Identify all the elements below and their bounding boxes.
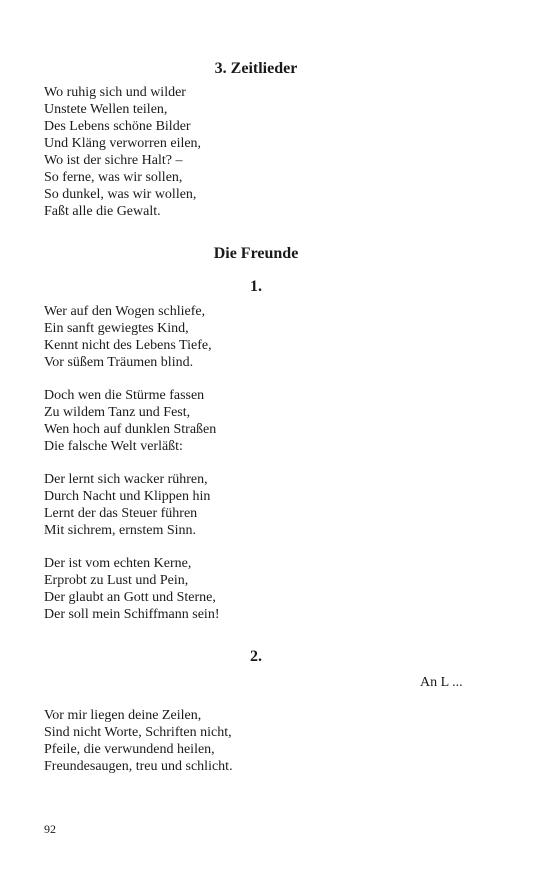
verse-line: Wo ruhig sich und wilder — [44, 85, 186, 100]
verse-line: Wen hoch auf dunklen Straßen — [44, 422, 217, 437]
verse-line: Und Kläng verworren eilen, — [44, 136, 202, 151]
stanza-freunde-1-1 — [44, 303, 212, 371]
stanza-freunde-1-4 — [44, 555, 220, 623]
poem-title-die-freunde: Die Freunde — [213, 245, 299, 262]
verse-line: Lernt der das Steuer führen — [44, 506, 198, 521]
verse-line: Ein sanft gewiegtes Kind, — [44, 321, 189, 336]
stanza-zeitlieder-1 — [44, 84, 201, 220]
verse-line: Doch wen die Stürme fassen — [44, 388, 205, 403]
verse-line: Freundesaugen, treu und schlicht. — [44, 759, 233, 774]
verse-line: Kennt nicht des Lebens Tiefe, — [44, 338, 212, 353]
verse-line: Der lernt sich wacker rühren, — [44, 472, 208, 487]
verse-line: Mit sichrem, ernstem Sinn. — [44, 523, 197, 538]
verse-line: Wo ist der sichre Halt? – — [44, 153, 183, 168]
verse-line: Wer auf den Wogen schliefe, — [44, 304, 206, 319]
verse-line: Des Lebens schöne Bilder — [44, 119, 191, 134]
stanza-freunde-1-3 — [44, 471, 210, 539]
verse-line: Vor süßem Träumen blind. — [44, 355, 194, 370]
verse-line: Der ist vom echten Kerne, — [44, 556, 192, 571]
verse-line: So ferne, was wir sollen, — [44, 170, 183, 185]
verse-line: Der glaubt an Gott und Sterne, — [44, 590, 216, 605]
verse-line: Pfeile, die verwundend heilen, — [44, 742, 215, 757]
verse-line: Erprobt zu Lust und Pein, — [44, 573, 189, 588]
stanza-freunde-2-1 — [44, 707, 233, 775]
poem-title-zeitlieder: 3. Zeitlieder — [214, 60, 298, 77]
verse-line: Zu wildem Tanz und Fest, — [44, 405, 191, 420]
verse-line: Vor mir liegen deine Zeilen, — [44, 708, 202, 723]
verse-line: Sind nicht Worte, Schriften nicht, — [44, 725, 232, 740]
dedication: An L ... — [420, 675, 463, 690]
verse-line: So dunkel, was wir wollen, — [44, 187, 197, 202]
part-number-1: 1. — [250, 278, 262, 295]
verse-line: Durch Nacht und Klippen hin — [44, 489, 211, 504]
verse-line: Die falsche Welt verläßt: — [44, 439, 183, 454]
verse-line: Faßt alle die Gewalt. — [44, 204, 161, 219]
part-number-2: 2. — [250, 648, 262, 665]
verse-line: Unstete Wellen teilen, — [44, 102, 168, 117]
verse-line: Der soll mein Schiffmann sein! — [44, 607, 220, 622]
stanza-freunde-1-2 — [44, 387, 216, 455]
page-number: 92 — [44, 822, 56, 836]
